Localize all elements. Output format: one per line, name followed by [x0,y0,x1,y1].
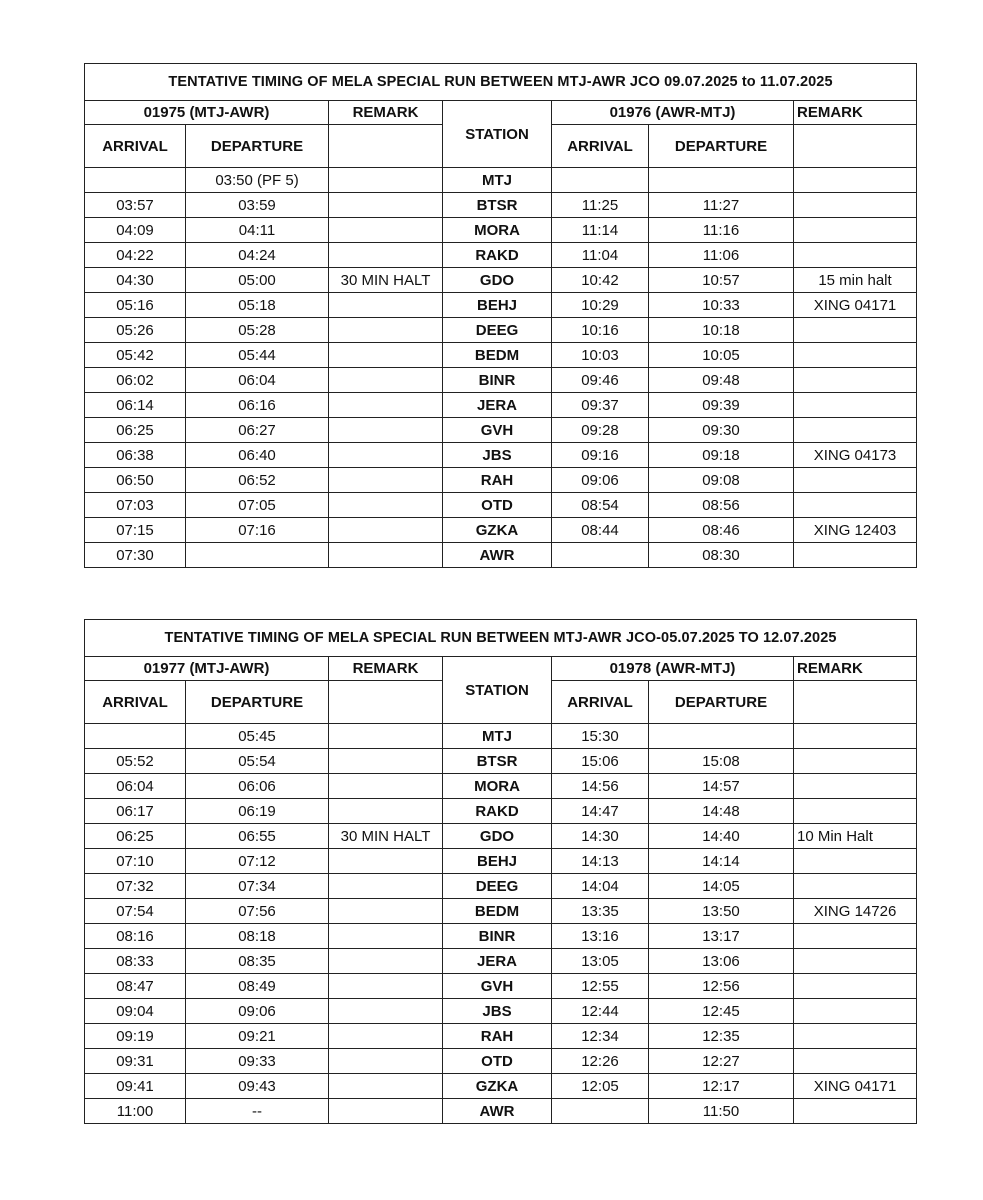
departure-b-cell: 12:17 [649,1074,794,1099]
remark-b-blank [794,681,917,724]
departure-b-cell: 12:35 [649,1024,794,1049]
station-cell: MTJ [443,724,552,749]
remark-a-cell [329,468,443,493]
station-cell: AWR [443,1099,552,1124]
remark-b-cell [794,193,917,218]
departure-b-cell [649,168,794,193]
station-cell: DEEG [443,874,552,899]
timetable-1 [84,63,917,568]
arrival-a-cell: 08:16 [85,924,186,949]
remark-b-cell [794,1099,917,1124]
arrival-b-cell: 11:04 [552,243,649,268]
arrival-b-cell: 13:35 [552,899,649,924]
table-row [85,749,917,774]
table-row [85,393,917,418]
departure-b-cell: 12:27 [649,1049,794,1074]
remark-a-cell [329,899,443,924]
departure-a-cell: 03:59 [186,193,329,218]
departure-a-cell: 07:12 [186,849,329,874]
remark-a-blank [329,125,443,168]
station-cell: JERA [443,393,552,418]
departure-b-cell: 15:08 [649,749,794,774]
departure-a-cell: 06:04 [186,368,329,393]
arrival-a-cell: 06:02 [85,368,186,393]
arrival-b-cell: 08:54 [552,493,649,518]
arrival-a-cell: 05:52 [85,749,186,774]
remark-a-cell [329,393,443,418]
departure-a-header: DEPARTURE [186,125,329,168]
remark-b-blank [794,125,917,168]
station-cell: AWR [443,543,552,568]
arrival-b-cell: 11:14 [552,218,649,243]
departure-a-cell: 08:49 [186,974,329,999]
arrival-b-cell: 13:05 [552,949,649,974]
remark-a-cell [329,543,443,568]
departure-b-cell: 14:57 [649,774,794,799]
remark-a-cell [329,368,443,393]
table-row [85,924,917,949]
remark-a-header: REMARK [329,657,443,681]
table-row [85,999,917,1024]
departure-b-cell: 10:57 [649,268,794,293]
departure-b-cell: 09:48 [649,368,794,393]
arrival-b-cell [552,543,649,568]
table-row [85,949,917,974]
departure-b-header: DEPARTURE [649,681,794,724]
title-row [85,620,917,657]
departure-a-cell: 05:18 [186,293,329,318]
table-row [85,1099,917,1124]
arrival-a-cell: 03:57 [85,193,186,218]
arrival-b-cell: 10:16 [552,318,649,343]
remark-a-cell [329,1049,443,1074]
arrival-a-cell: 09:04 [85,999,186,1024]
table-row [85,493,917,518]
departure-a-cell: 04:11 [186,218,329,243]
arrival-a-cell: 07:30 [85,543,186,568]
arrival-b-cell: 08:44 [552,518,649,543]
remark-b-cell [794,493,917,518]
arrival-b-cell: 09:46 [552,368,649,393]
remark-b-cell: 10 Min Halt [794,824,917,849]
station-cell: BEDM [443,343,552,368]
station-cell: BEHJ [443,849,552,874]
arrival-b-cell: 10:29 [552,293,649,318]
arrival-b-cell: 12:44 [552,999,649,1024]
arrival-a-header: ARRIVAL [85,681,186,724]
departure-b-cell: 11:27 [649,193,794,218]
arrival-a-cell: 06:04 [85,774,186,799]
station-cell: GZKA [443,518,552,543]
arrival-a-cell: 08:47 [85,974,186,999]
arrival-b-cell: 14:47 [552,799,649,824]
departure-a-cell: 09:21 [186,1024,329,1049]
table-row [85,1024,917,1049]
remark-a-cell [329,168,443,193]
remark-a-cell [329,774,443,799]
remark-a-header: REMARK [329,101,443,125]
station-cell: BINR [443,924,552,949]
departure-b-cell: 12:45 [649,999,794,1024]
remark-a-cell [329,999,443,1024]
timetable-1-body [85,64,917,568]
remark-b-cell [794,543,917,568]
station-cell: RAKD [443,243,552,268]
remark-a-cell [329,949,443,974]
remark-b-cell: XING 12403 [794,518,917,543]
train-header-row [85,657,917,681]
arrival-b-cell: 14:56 [552,774,649,799]
departure-a-cell: 09:33 [186,1049,329,1074]
table-row [85,443,917,468]
departure-b-cell: 11:06 [649,243,794,268]
remark-a-cell [329,493,443,518]
departure-a-cell: 06:19 [186,799,329,824]
table-row [85,899,917,924]
departure-b-cell: 14:48 [649,799,794,824]
remark-b-cell [794,343,917,368]
remark-b-cell [794,243,917,268]
remark-b-cell [794,774,917,799]
remark-b-cell [794,999,917,1024]
table-row [85,368,917,393]
arrival-b-cell: 10:42 [552,268,649,293]
table-row [85,799,917,824]
remark-b-cell [794,749,917,774]
arrival-a-cell: 06:25 [85,418,186,443]
arrival-a-cell: 09:41 [85,1074,186,1099]
station-cell: GVH [443,974,552,999]
arrival-b-cell: 12:05 [552,1074,649,1099]
table-row [85,168,917,193]
arrival-b-cell: 14:30 [552,824,649,849]
arrival-b-cell: 09:16 [552,443,649,468]
departure-a-cell: 07:16 [186,518,329,543]
arrival-b-cell: 15:30 [552,724,649,749]
table-title: TENTATIVE TIMING OF MELA SPECIAL RUN BETWEEN MTJ-AWR JCO-05.07.2025 TO 12.07.2025 [85,620,917,657]
remark-a-cell [329,1099,443,1124]
remark-b-cell [794,949,917,974]
station-cell: GZKA [443,1074,552,1099]
remark-a-cell [329,343,443,368]
arrival-a-cell: 07:10 [85,849,186,874]
departure-a-cell: 09:06 [186,999,329,1024]
table-row [85,343,917,368]
station-cell: RAH [443,1024,552,1049]
departure-b-cell: 08:46 [649,518,794,543]
departure-b-cell: 13:06 [649,949,794,974]
remark-b-header: REMARK [794,657,917,681]
timetable-2 [84,619,917,1124]
departure-a-cell: 05:45 [186,724,329,749]
arrival-a-cell: 09:19 [85,1024,186,1049]
remark-b-cell [794,974,917,999]
arrival-a-cell: 05:42 [85,343,186,368]
departure-a-cell: 06:40 [186,443,329,468]
train-a-number: 01975 (MTJ-AWR) [85,101,329,125]
remark-a-cell [329,218,443,243]
arrival-a-cell: 09:31 [85,1049,186,1074]
remark-b-cell: 15 min halt [794,268,917,293]
remark-b-cell [794,468,917,493]
departure-a-cell: 06:16 [186,393,329,418]
remark-a-cell: 30 MIN HALT [329,268,443,293]
arrival-a-cell: 06:14 [85,393,186,418]
departure-b-cell: 12:56 [649,974,794,999]
departure-a-cell: 08:35 [186,949,329,974]
title-row [85,64,917,101]
remark-a-blank [329,681,443,724]
remark-a-cell [329,799,443,824]
remark-a-cell [329,749,443,774]
station-cell: RAKD [443,799,552,824]
departure-a-cell: 08:18 [186,924,329,949]
arrival-a-cell: 07:03 [85,493,186,518]
station-cell: MORA [443,218,552,243]
table-row [85,849,917,874]
arrival-a-header: ARRIVAL [85,125,186,168]
remark-b-cell [794,418,917,443]
departure-b-cell: 14:40 [649,824,794,849]
table-row [85,518,917,543]
remark-b-cell: XING 04171 [794,293,917,318]
remark-b-cell [794,218,917,243]
arrival-a-cell [85,168,186,193]
station-header: STATION [443,657,552,724]
departure-b-cell: 13:50 [649,899,794,924]
arrival-a-cell: 06:25 [85,824,186,849]
train-b-number: 01976 (AWR-MTJ) [552,101,794,125]
departure-a-cell: 04:24 [186,243,329,268]
departure-b-cell: 08:30 [649,543,794,568]
departure-a-cell: 05:54 [186,749,329,774]
departure-b-cell: 10:33 [649,293,794,318]
remark-a-cell [329,1024,443,1049]
station-cell: MORA [443,774,552,799]
table-row [85,218,917,243]
station-cell: BTSR [443,193,552,218]
arrival-a-cell: 04:30 [85,268,186,293]
arrival-a-cell: 04:22 [85,243,186,268]
remark-a-cell [329,518,443,543]
table-row [85,543,917,568]
remark-b-cell: XING 04173 [794,443,917,468]
table-row [85,1049,917,1074]
arrival-b-cell: 15:06 [552,749,649,774]
remark-a-cell [329,874,443,899]
arrival-b-cell [552,168,649,193]
station-cell: BEHJ [443,293,552,318]
departure-b-cell: 09:30 [649,418,794,443]
remark-a-cell [329,924,443,949]
arrival-a-cell: 11:00 [85,1099,186,1124]
remark-b-cell [794,1049,917,1074]
arrival-a-cell: 05:26 [85,318,186,343]
departure-b-cell [649,724,794,749]
remark-a-cell [329,974,443,999]
train-a-number: 01977 (MTJ-AWR) [85,657,329,681]
station-cell: GVH [443,418,552,443]
departure-a-cell: -- [186,1099,329,1124]
arrival-a-cell: 07:54 [85,899,186,924]
remark-b-cell [794,368,917,393]
arrival-b-cell: 12:34 [552,1024,649,1049]
departure-b-cell: 10:18 [649,318,794,343]
station-cell: GDO [443,824,552,849]
remark-a-cell [329,243,443,268]
arrival-a-cell: 06:38 [85,443,186,468]
remark-a-cell [329,318,443,343]
table-row [85,824,917,849]
table-row [85,418,917,443]
arrival-a-cell: 06:50 [85,468,186,493]
remark-b-cell [794,924,917,949]
departure-b-cell: 14:05 [649,874,794,899]
station-cell: BEDM [443,899,552,924]
remark-a-cell [329,418,443,443]
arrival-b-cell: 14:04 [552,874,649,899]
arrival-b-cell: 11:25 [552,193,649,218]
departure-a-cell: 07:34 [186,874,329,899]
remark-b-cell [794,168,917,193]
timetable-2-body [85,620,917,1124]
remark-b-header: REMARK [794,101,917,125]
departure-a-cell: 06:55 [186,824,329,849]
remark-a-cell [329,293,443,318]
table-row [85,268,917,293]
remark-b-cell [794,724,917,749]
station-cell: OTD [443,1049,552,1074]
table-row [85,1074,917,1099]
table-row [85,724,917,749]
station-cell: DEEG [443,318,552,343]
remark-a-cell [329,443,443,468]
remark-b-cell: XING 14726 [794,899,917,924]
arrival-b-header: ARRIVAL [552,681,649,724]
departure-b-cell: 10:05 [649,343,794,368]
arrival-b-cell: 09:37 [552,393,649,418]
table-row [85,468,917,493]
arrival-b-cell [552,1099,649,1124]
departure-b-cell: 14:14 [649,849,794,874]
departure-b-cell: 11:50 [649,1099,794,1124]
station-cell: MTJ [443,168,552,193]
departure-a-cell [186,543,329,568]
departure-b-cell: 13:17 [649,924,794,949]
station-cell: JBS [443,443,552,468]
station-cell: RAH [443,468,552,493]
remark-b-cell [794,1024,917,1049]
departure-a-cell: 05:00 [186,268,329,293]
departure-b-cell: 09:08 [649,468,794,493]
departure-a-cell: 06:27 [186,418,329,443]
remark-b-cell: XING 04171 [794,1074,917,1099]
train-header-row [85,101,917,125]
table-row [85,974,917,999]
departure-b-header: DEPARTURE [649,125,794,168]
arrival-a-cell: 07:15 [85,518,186,543]
remark-a-cell [329,193,443,218]
table-row [85,293,917,318]
table-row [85,318,917,343]
departure-b-cell: 09:18 [649,443,794,468]
remark-a-cell [329,849,443,874]
arrival-b-cell: 10:03 [552,343,649,368]
table-row [85,193,917,218]
arrival-b-cell: 14:13 [552,849,649,874]
remark-a-cell [329,724,443,749]
arrival-a-cell: 07:32 [85,874,186,899]
table-row [85,243,917,268]
remark-b-cell [794,799,917,824]
station-cell: BTSR [443,749,552,774]
arrival-a-cell [85,724,186,749]
remark-b-cell [794,393,917,418]
station-header: STATION [443,101,552,168]
arrival-a-cell: 04:09 [85,218,186,243]
departure-a-header: DEPARTURE [186,681,329,724]
departure-a-cell: 07:05 [186,493,329,518]
arrival-b-cell: 12:55 [552,974,649,999]
departure-a-cell: 07:56 [186,899,329,924]
station-cell: OTD [443,493,552,518]
remark-b-cell [794,874,917,899]
departure-b-cell: 08:56 [649,493,794,518]
table-title: TENTATIVE TIMING OF MELA SPECIAL RUN BETWEEN MTJ-AWR JCO 09.07.2025 to 11.07.2025 [85,64,917,101]
remark-b-cell [794,849,917,874]
remark-a-cell: 30 MIN HALT [329,824,443,849]
arrival-b-cell: 09:06 [552,468,649,493]
station-cell: GDO [443,268,552,293]
arrival-b-header: ARRIVAL [552,125,649,168]
arrival-b-cell: 13:16 [552,924,649,949]
station-cell: JERA [443,949,552,974]
departure-b-cell: 09:39 [649,393,794,418]
departure-a-cell: 05:28 [186,318,329,343]
departure-a-cell: 03:50 (PF 5) [186,168,329,193]
train-b-number: 01978 (AWR-MTJ) [552,657,794,681]
arrival-a-cell: 06:17 [85,799,186,824]
departure-a-cell: 05:44 [186,343,329,368]
departure-b-cell: 11:16 [649,218,794,243]
station-cell: JBS [443,999,552,1024]
station-cell: BINR [443,368,552,393]
departure-a-cell: 06:52 [186,468,329,493]
departure-a-cell: 09:43 [186,1074,329,1099]
table-row [85,874,917,899]
remark-a-cell [329,1074,443,1099]
arrival-b-cell: 12:26 [552,1049,649,1074]
arrival-a-cell: 08:33 [85,949,186,974]
arrival-a-cell: 05:16 [85,293,186,318]
table-row [85,774,917,799]
arrival-b-cell: 09:28 [552,418,649,443]
departure-a-cell: 06:06 [186,774,329,799]
remark-b-cell [794,318,917,343]
